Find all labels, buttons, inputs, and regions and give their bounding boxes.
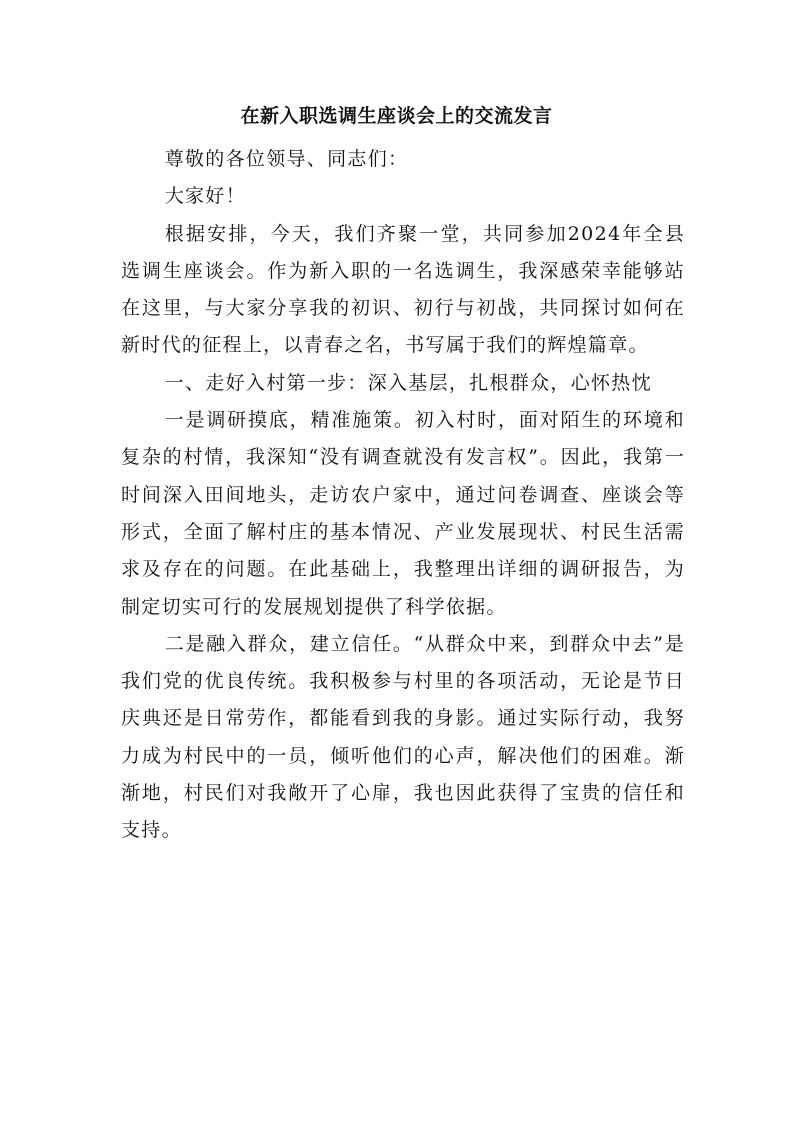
paragraph-intro: 根据安排，今天，我们齐聚一堂，共同参加2024年全县选调生座谈会。作为新入职的一名选调生，我深感荣幸能够站在这里，与大家分享我的初识、初行与初战，共同探讨如何在新时代的征程上，以青春之名，书写属于我们的辉煌篇章。 — [121, 222, 685, 357]
greeting: 大家好！ — [164, 185, 246, 208]
paragraph-trust: 二是融入群众，建立信任。“从群众中来，到群众中去”是我们党的优良传统。我积极参与村里的各项活动，无论是节日庆典还是日常劳作，都能看到我的身影。通过实际行动，我努力成为村民中的一员，倾听他们的心声，解决他们的困难。渐渐地，村民们对我敞开了心扉，我也因此获得了宝贵的信任和支持。 — [121, 632, 685, 842]
document-title: 在新入职选调生座谈会上的交流发言 — [240, 105, 553, 127]
salutation: 尊敬的各位领导、同志们： — [164, 148, 409, 170]
paragraph-research: 一是调研摸底，精准施策。初入村时，面对陌生的环境和复杂的村情，我深知“没有调查就没有发言权”。因此，我第一时间深入田间地头，走访农户家中，通过问卷调查、座谈会等形式，全面了解村庄的基本情况、产业发展现状、村民生活需求及存在的问题。在此基础上，我整理出详细的调研报告，为制定切实可行的发展规划提供了科学依据。 — [121, 409, 685, 618]
section-heading-1: 一、走好入村第一步：深入基层，扎根群众，心怀热忱 — [164, 371, 652, 394]
document-body — [121, 141, 685, 850]
